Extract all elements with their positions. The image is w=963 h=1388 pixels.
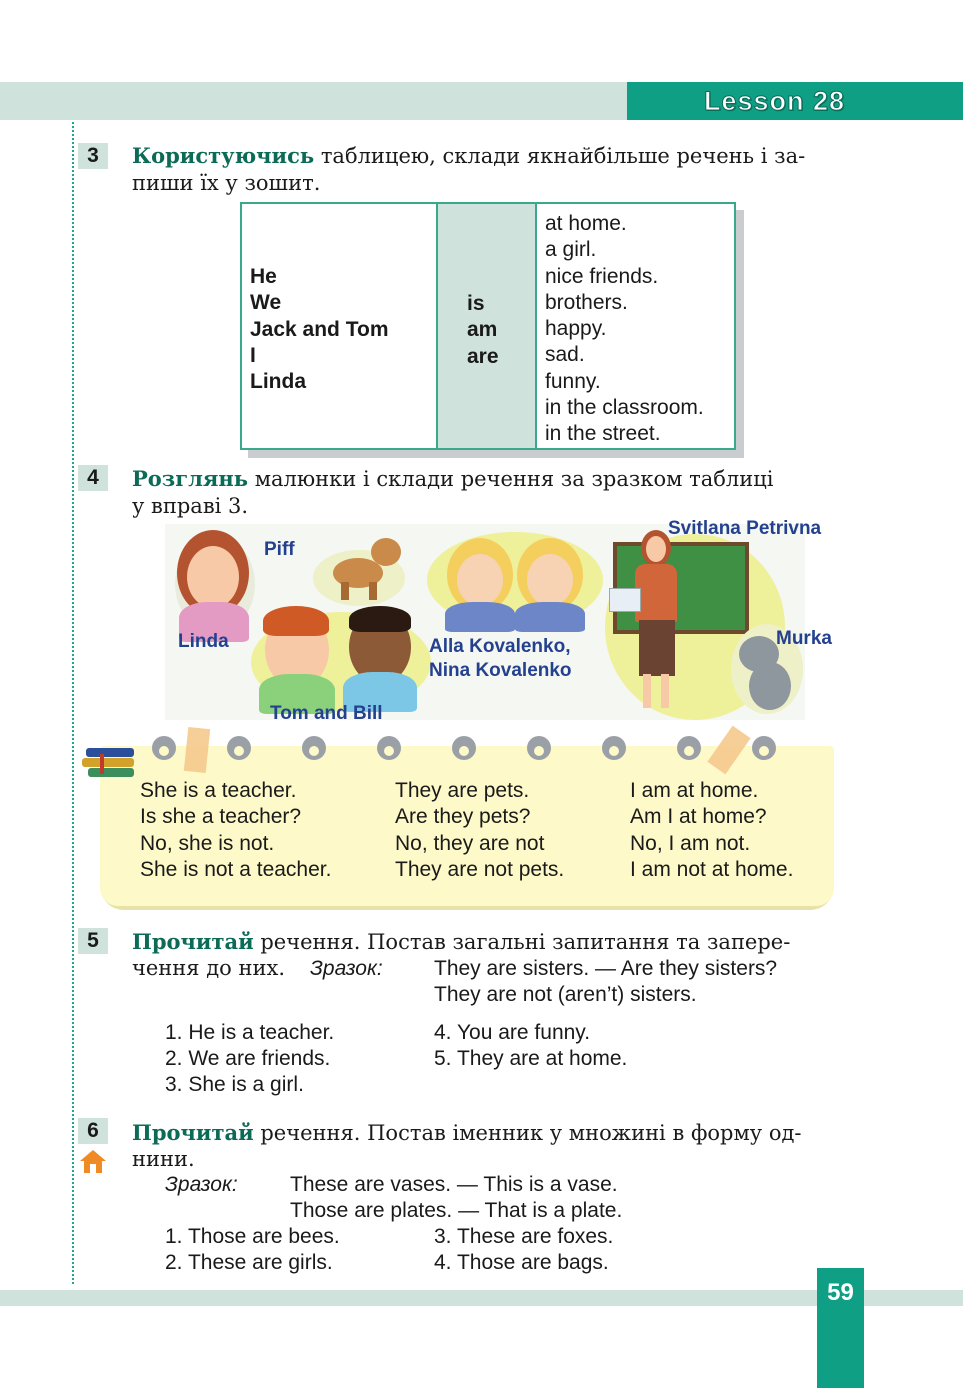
sample-sentences: These are vases. — This is a vase. Those are plates. — That is a plate. [290, 1173, 623, 1223]
exercise-6-items-left: 1. Those are bees. 2. These are girls. [165, 1225, 340, 1275]
note-column-1: She is a teacher. Is she a teacher? No, she is not. She is not a teacher. [140, 779, 332, 881]
label-svitlana-petrivna: Svitlana Petrivna [668, 518, 822, 539]
instruction-verb: Прочитай [132, 929, 254, 954]
exercise-number-3: 3 [78, 143, 108, 169]
instruction-verb: Розглянь [132, 466, 249, 491]
note-ring [227, 736, 251, 760]
label-linda: Linda [178, 631, 229, 652]
label-alla-nina: Alla Kovalenko, Nina Kovalenko [429, 636, 572, 681]
table-subjects: He We Jack and Tom I Linda [250, 265, 389, 394]
exercise-number-6: 6 [78, 1118, 108, 1144]
exercise-6-instruction: Прочитай речення. Постав іменник у множині в форму од- [132, 1120, 802, 1145]
note-ring [452, 736, 476, 760]
note-ring [677, 736, 701, 760]
margin-dotted-line [72, 122, 74, 1284]
sample-sentences: They are sisters. — Are they sisters? They are not (aren’t) sisters. [434, 957, 778, 1007]
exercise-number-4: 4 [78, 465, 108, 491]
illustration-area [165, 524, 805, 720]
tape-strip [184, 727, 210, 773]
exercise-5-instruction: Прочитай речення. Постав загальні запитання та запере- [132, 929, 791, 954]
note-column-3: I am at home. Am I at home? No, I am not. I am not at home. [630, 779, 794, 881]
page-number: 59 [827, 1279, 854, 1306]
sample-label: Зразок: [310, 957, 383, 980]
exercise-5-instruction-line2: чення до них. [132, 956, 285, 980]
exercise-5-items-right: 4. You are funny. 5. They are at home. [434, 1021, 628, 1071]
label-murka: Murka [776, 628, 832, 649]
note-ring [152, 736, 176, 760]
label-piff: Piff [264, 539, 295, 560]
exercise-5-items-left: 1. He is a teacher. 2. We are friends. 3. She is a girl. [165, 1021, 335, 1097]
exercise-3-instruction: Користуючись таблицею, склади якнайбільше речень і за- пиши їх у зошит. [132, 143, 806, 195]
lesson-title: Lesson 28 [703, 86, 845, 116]
exercise-6-items-right: 3. These are foxes. 4. Those are bags. [434, 1225, 614, 1275]
note-column-2: They are pets. Are they pets? No, they are not They are not pets. [395, 779, 565, 881]
exercise-4-instruction: Розглянь малюнки і склади речення за зразком таблиці у вправі 3. [132, 466, 774, 518]
label-tom-and-bill: Tom and Bill [270, 703, 383, 724]
note-ring [527, 736, 551, 760]
table-complements: at home. a girl. nice friends. brothers. happy. sad. funny. in the classroom. in the street. [545, 212, 704, 446]
instruction-verb: Користуючись [132, 143, 315, 168]
sample-label: Зразок: [165, 1173, 238, 1196]
note-ring [602, 736, 626, 760]
books-icon [82, 748, 138, 782]
exercise-6-instruction-line2: нини. [132, 1147, 195, 1171]
table-verbs: is am are [467, 292, 499, 368]
substitution-table [240, 202, 736, 450]
exercise-number-5: 5 [78, 928, 108, 954]
home-icon [79, 1148, 107, 1174]
note-ring [377, 736, 401, 760]
note-ring [302, 736, 326, 760]
note-ring [752, 736, 776, 760]
instruction-verb: Прочитай [132, 1120, 254, 1145]
